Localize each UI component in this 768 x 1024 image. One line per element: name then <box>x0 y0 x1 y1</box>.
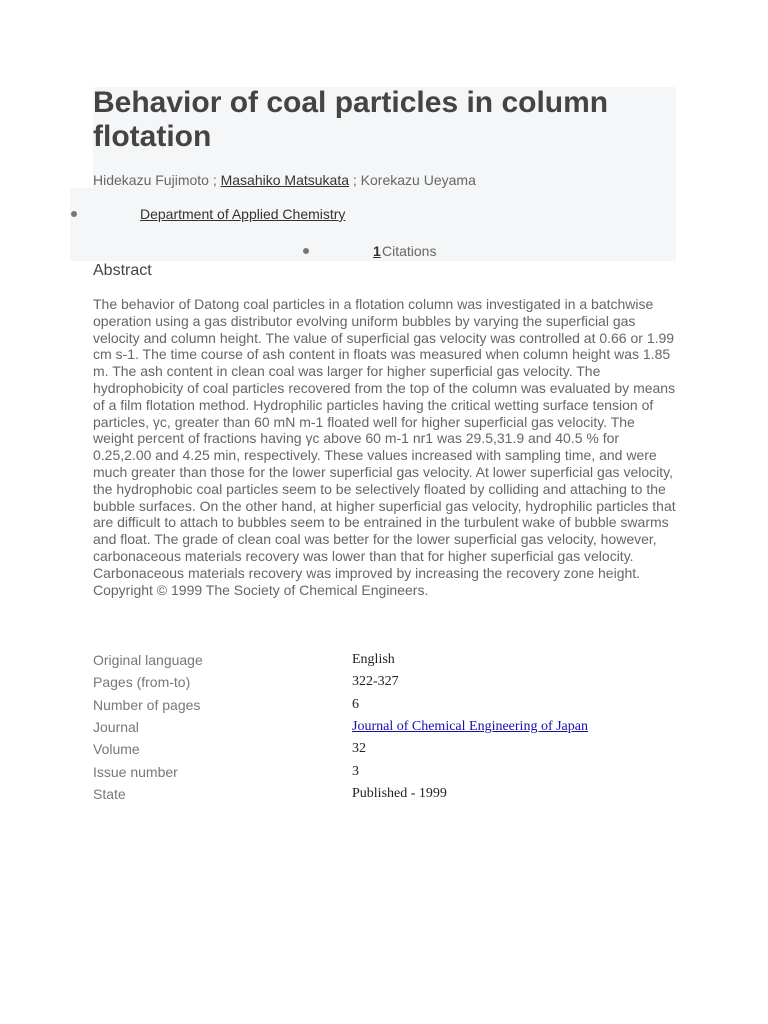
metadata-label: Original language <box>93 652 203 669</box>
metadata-value: Published - 1999 <box>352 785 447 801</box>
abstract-text: The behavior of Datong coal particles in a flotation column was investigated in a batchwise operation using a gas distributor evolving uniform bubbles by varying the superficial gas velocity and column height. The value of superficial gas velocity was controlled at 0.66 or 1.99 cm s-1. The time course of ash content in floats was measured when column height was 1.85 m. The ash content in clean coal was larger for higher superficial gas velocity. The hydrophobicity of coal particles recovered from the top of the column was evaluated by means of a film flotation method. Hydrophilic particles having the critical wetting surface tension of particles, γc, greater than 60 mN m-1 floated well for higher superficial gas velocity. The weight percent of fractions having γc above 60 m-1 nr1 was 29.5,31.9 and 40.5 % for 0.25,2.00 and 4.25 min, respectively. These values increased with sampling time, and were much greater than those for the lower superficial gas velocity. At lower superficial gas velocity, the hydrophobic coal particles seem to be selectively floated by colliding and attaching to the bubble surfaces. On the other hand, at higher superficial gas velocity, hydrophilic particles that are difficult to attach to bubbles seem to be entrained in the turbulent wake of bubble swarms and float. The grade of clean coal was better for the lower superficial gas velocity, however, carbonaceous materials recovery was lower than that for higher superficial gas velocity. Carbonaceous materials recovery was improved by increasing the recovery zone height. Copyright © 1999 The Society of Chemical Engineers. <box>93 296 676 598</box>
department-link[interactable]: Department of Applied Chemistry <box>140 206 346 222</box>
metadata-label: Pages (from-to) <box>93 674 191 691</box>
metadata-row <box>93 760 677 782</box>
metadata-label: Volume <box>93 741 140 758</box>
author-link[interactable]: Masahiko Matsukata <box>220 172 350 188</box>
author-list <box>93 171 476 189</box>
metadata-row <box>93 738 677 760</box>
metadata-value: 322-327 <box>352 674 399 690</box>
abstract-heading: Abstract <box>93 262 152 279</box>
bullet-icon <box>71 211 77 217</box>
metadata-value: 3 <box>352 763 359 779</box>
metadata-value: 6 <box>352 696 359 712</box>
citations-count-link[interactable]: 1 <box>373 243 381 259</box>
metadata-value: English <box>352 652 395 668</box>
metadata-row <box>93 783 677 805</box>
metadata-row <box>93 716 677 738</box>
metadata-value: 32 <box>352 741 366 757</box>
journal-link[interactable]: Journal of Chemical Engineering of Japan <box>352 719 588 735</box>
metadata-row <box>93 694 677 716</box>
metadata-row <box>93 671 677 693</box>
metadata-row <box>93 649 677 671</box>
metadata-label: Journal <box>93 719 139 736</box>
page-title: Behavior of coal particles in column flotation <box>93 86 609 153</box>
author-name: Hidekazu Fujimoto ; <box>93 172 221 188</box>
metadata-label: Number of pages <box>93 696 201 713</box>
metadata-value <box>352 716 677 738</box>
bullet-icon <box>303 248 309 254</box>
metadata-label: State <box>93 785 126 802</box>
citations-label: Citations <box>382 243 437 259</box>
metadata-label: Issue number <box>93 763 178 780</box>
metadata-table <box>93 649 677 805</box>
author-name: ; Korekazu Ueyama <box>349 172 476 188</box>
